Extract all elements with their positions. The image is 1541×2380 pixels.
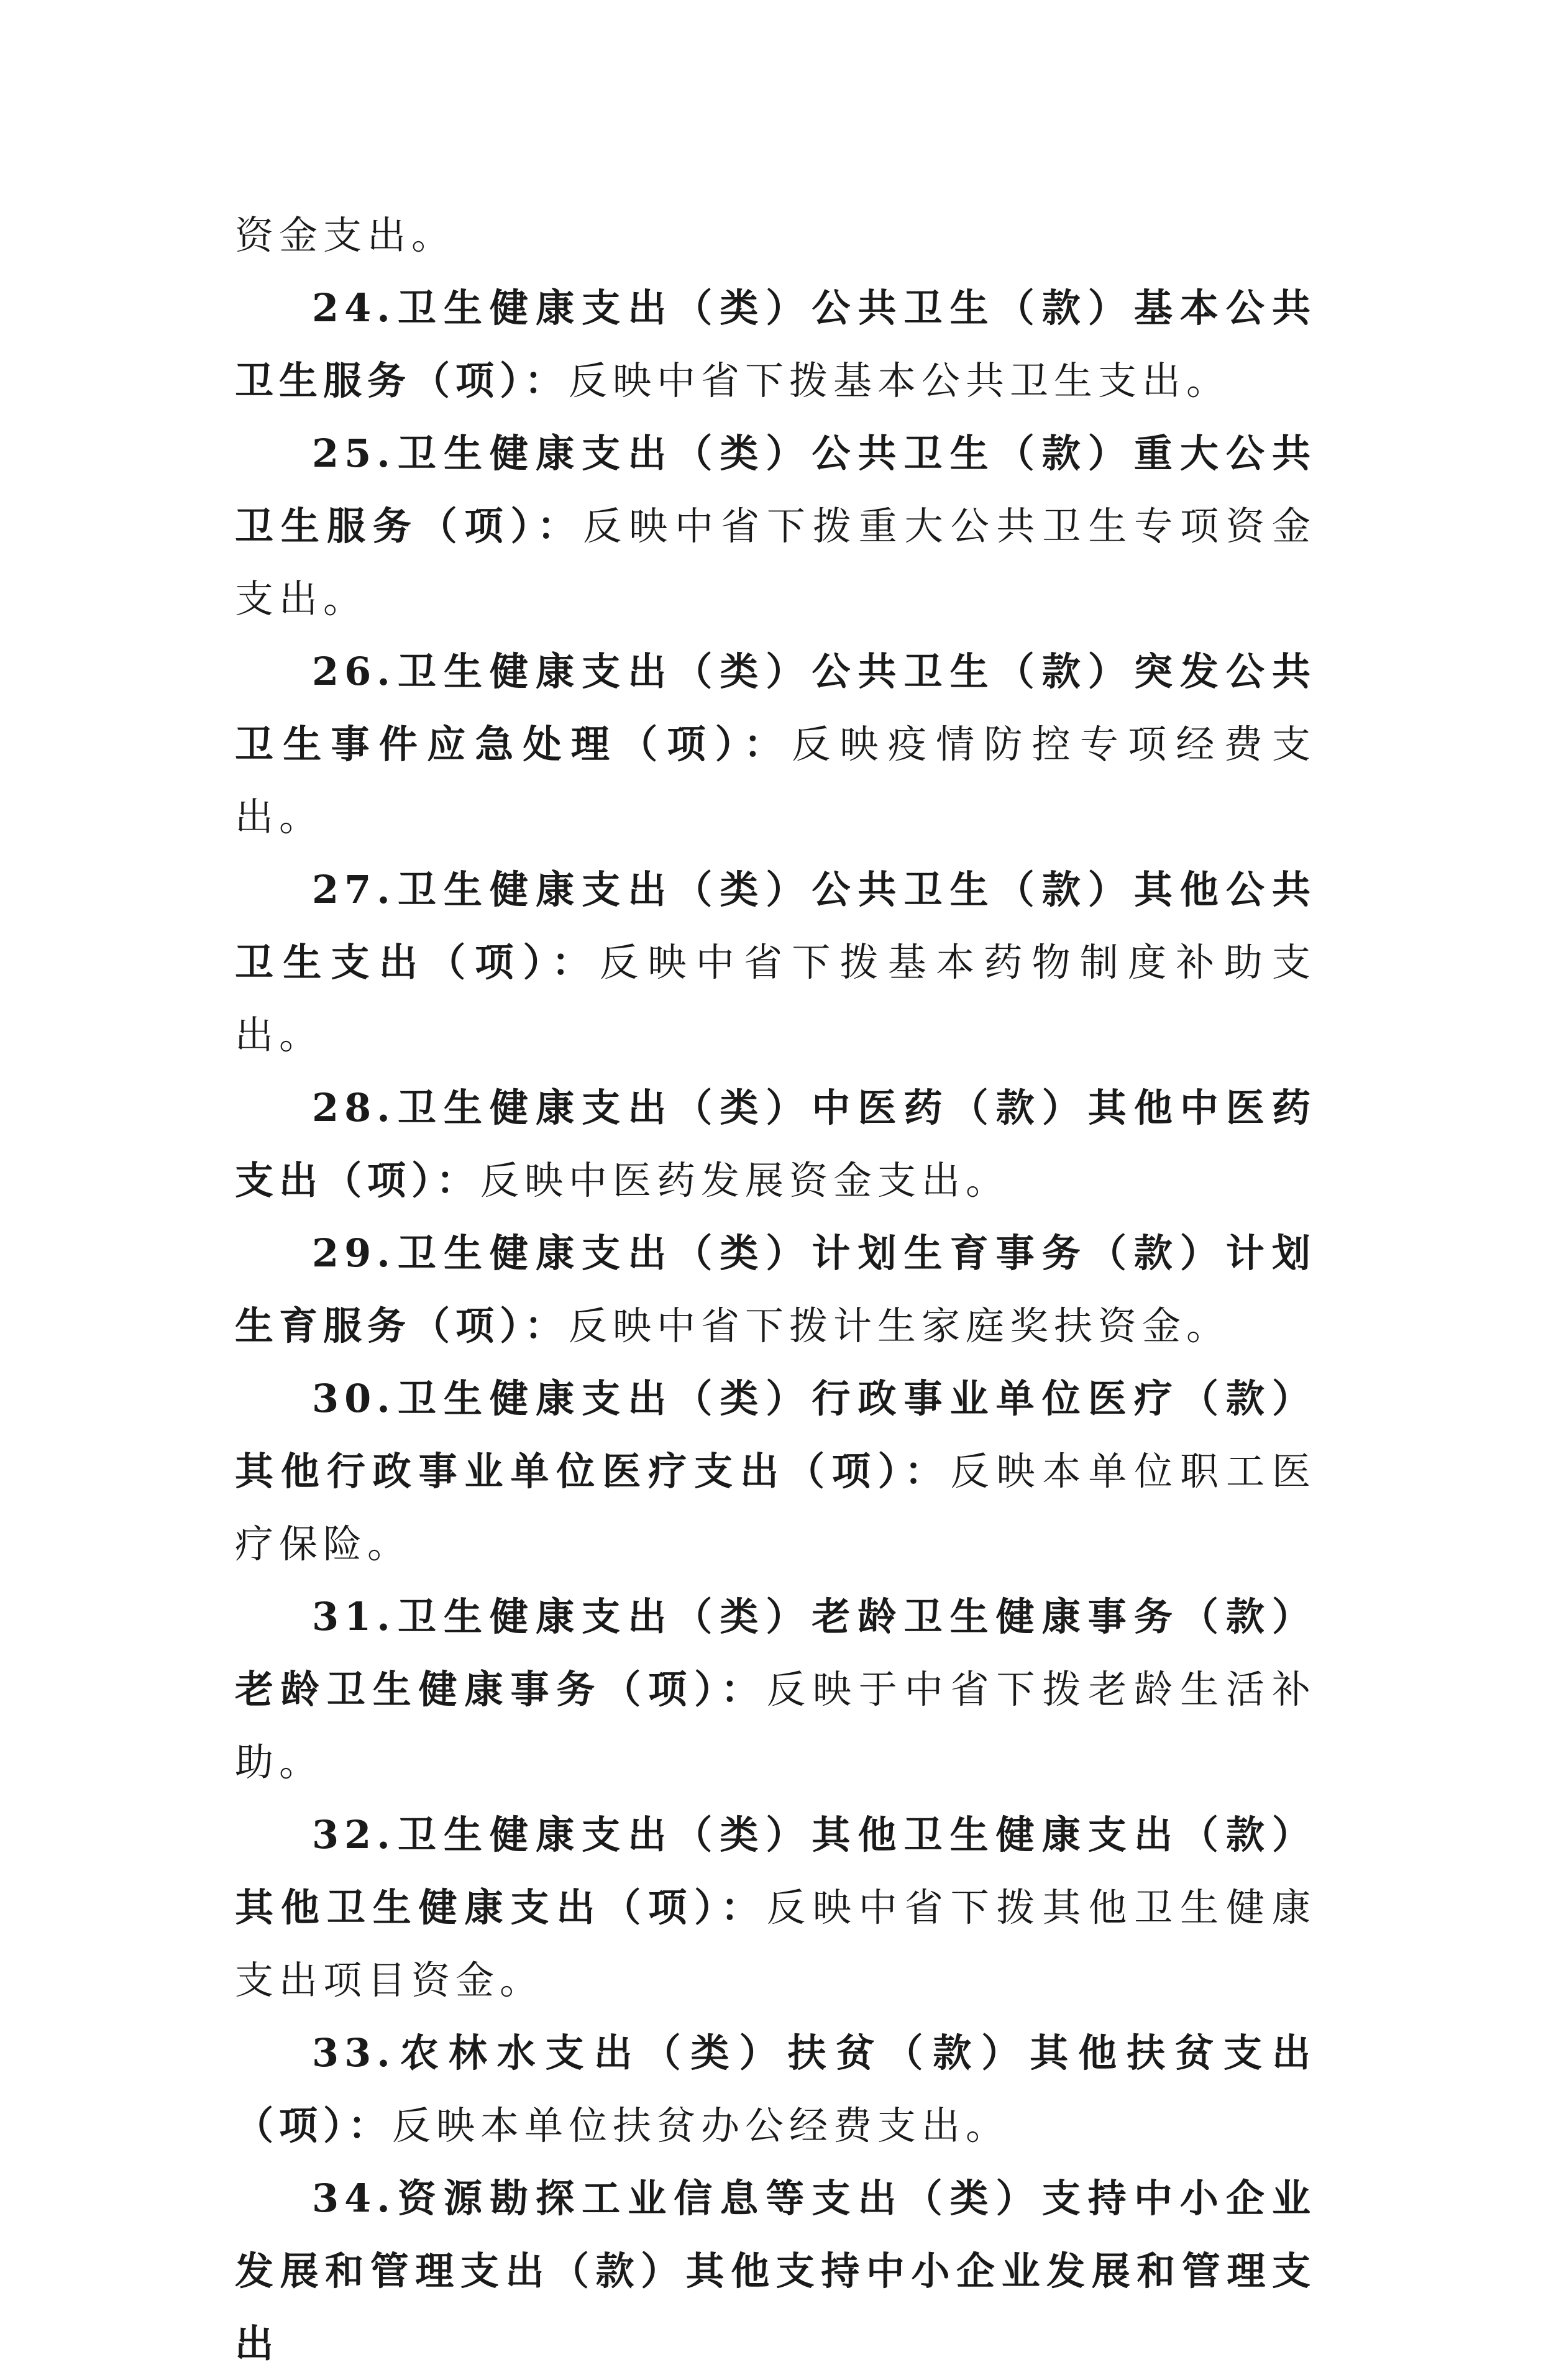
paragraph-continuation: [235, 199, 1316, 272]
paragraph-heading: 32.卫生健康支出（类）其他卫生健康支出（款）其他卫生健康支出（项）：: [235, 1812, 1316, 1930]
paragraph-body: 反映中医药发展资金支出。: [480, 1158, 1010, 1203]
paragraph-heading: 31.卫生健康支出（类）老龄卫生健康事务（款）老龄卫生健康事务（项）：: [235, 1594, 1316, 1712]
document-body: [235, 199, 1316, 2380]
paragraph-item-29: [235, 1217, 1316, 1362]
paragraph-heading: 30.卫生健康支出（类）行政事业单位医疗（款）其他行政事业单位医疗支出（项）：: [235, 1376, 1316, 1494]
paragraph-item-30: [235, 1362, 1316, 1580]
paragraph-body: 资金支出。: [235, 213, 456, 258]
paragraph-item-24: [235, 272, 1316, 417]
paragraph-body: 反映疫情防控专项经费支出。: [235, 721, 1316, 840]
paragraph-body: 反映中省下拨基本药物制度补助支出。: [235, 940, 1316, 1058]
paragraph-item-34: [235, 2162, 1316, 2380]
paragraph-item-25: [235, 417, 1316, 635]
paragraph-body: 反映中省下拨计生家庭奖扶资金。: [569, 1303, 1231, 1348]
paragraph-body: 反映中省下拨其他卫生健康支出项目资金。: [235, 1885, 1316, 2003]
paragraph-body: 反映中省下拨重大公共卫生专项资金支出。: [235, 503, 1316, 621]
paragraph-heading: 26.卫生健康支出（类）公共卫生（款）突发公共卫生事件应急处理（项）：: [235, 649, 1316, 767]
paragraph-heading: 34.资源勘探工业信息等支出（类）支持中小企业发展和管理支出（款）其他支持中小企业发展和管理支出: [235, 2176, 1316, 2366]
paragraph-item-26: [235, 635, 1316, 853]
paragraph-item-28: [235, 1071, 1316, 1217]
paragraph-heading: 29.卫生健康支出（类）计划生育事务（款）计划生育服务（项）：: [235, 1230, 1316, 1348]
paragraph-heading: 33.农林水支出（类）扶贫（款）其他扶贫支出（项）：: [235, 2030, 1316, 2148]
paragraph-body: 反映中省下拨基本公共卫生支出。: [569, 358, 1231, 403]
paragraph-heading: 25.卫生健康支出（类）公共卫生（款）重大公共卫生服务（项）：: [235, 431, 1316, 549]
paragraph-body: 反映本单位扶贫办公经费支出。: [392, 2103, 1010, 2148]
paragraph-body: 反映本单位职工医疗保险。: [235, 1449, 1316, 1567]
paragraph-item-27: [235, 853, 1316, 1071]
paragraph-heading: 24.卫生健康支出（类）公共卫生（款）基本公共卫生服务（项）：: [235, 285, 1316, 403]
paragraph-heading: 27.卫生健康支出（类）公共卫生（款）其他公共卫生支出（项）：: [235, 867, 1316, 985]
paragraph-item-33: [235, 2016, 1316, 2162]
paragraph-body: 反映于中省下拨老龄生活补助。: [235, 1667, 1316, 1785]
paragraph-item-32: [235, 1798, 1316, 2016]
paragraph-heading: 28.卫生健康支出（类）中医药（款）其他中医药支出（项）：: [235, 1085, 1316, 1203]
paragraph-item-31: [235, 1580, 1316, 1798]
